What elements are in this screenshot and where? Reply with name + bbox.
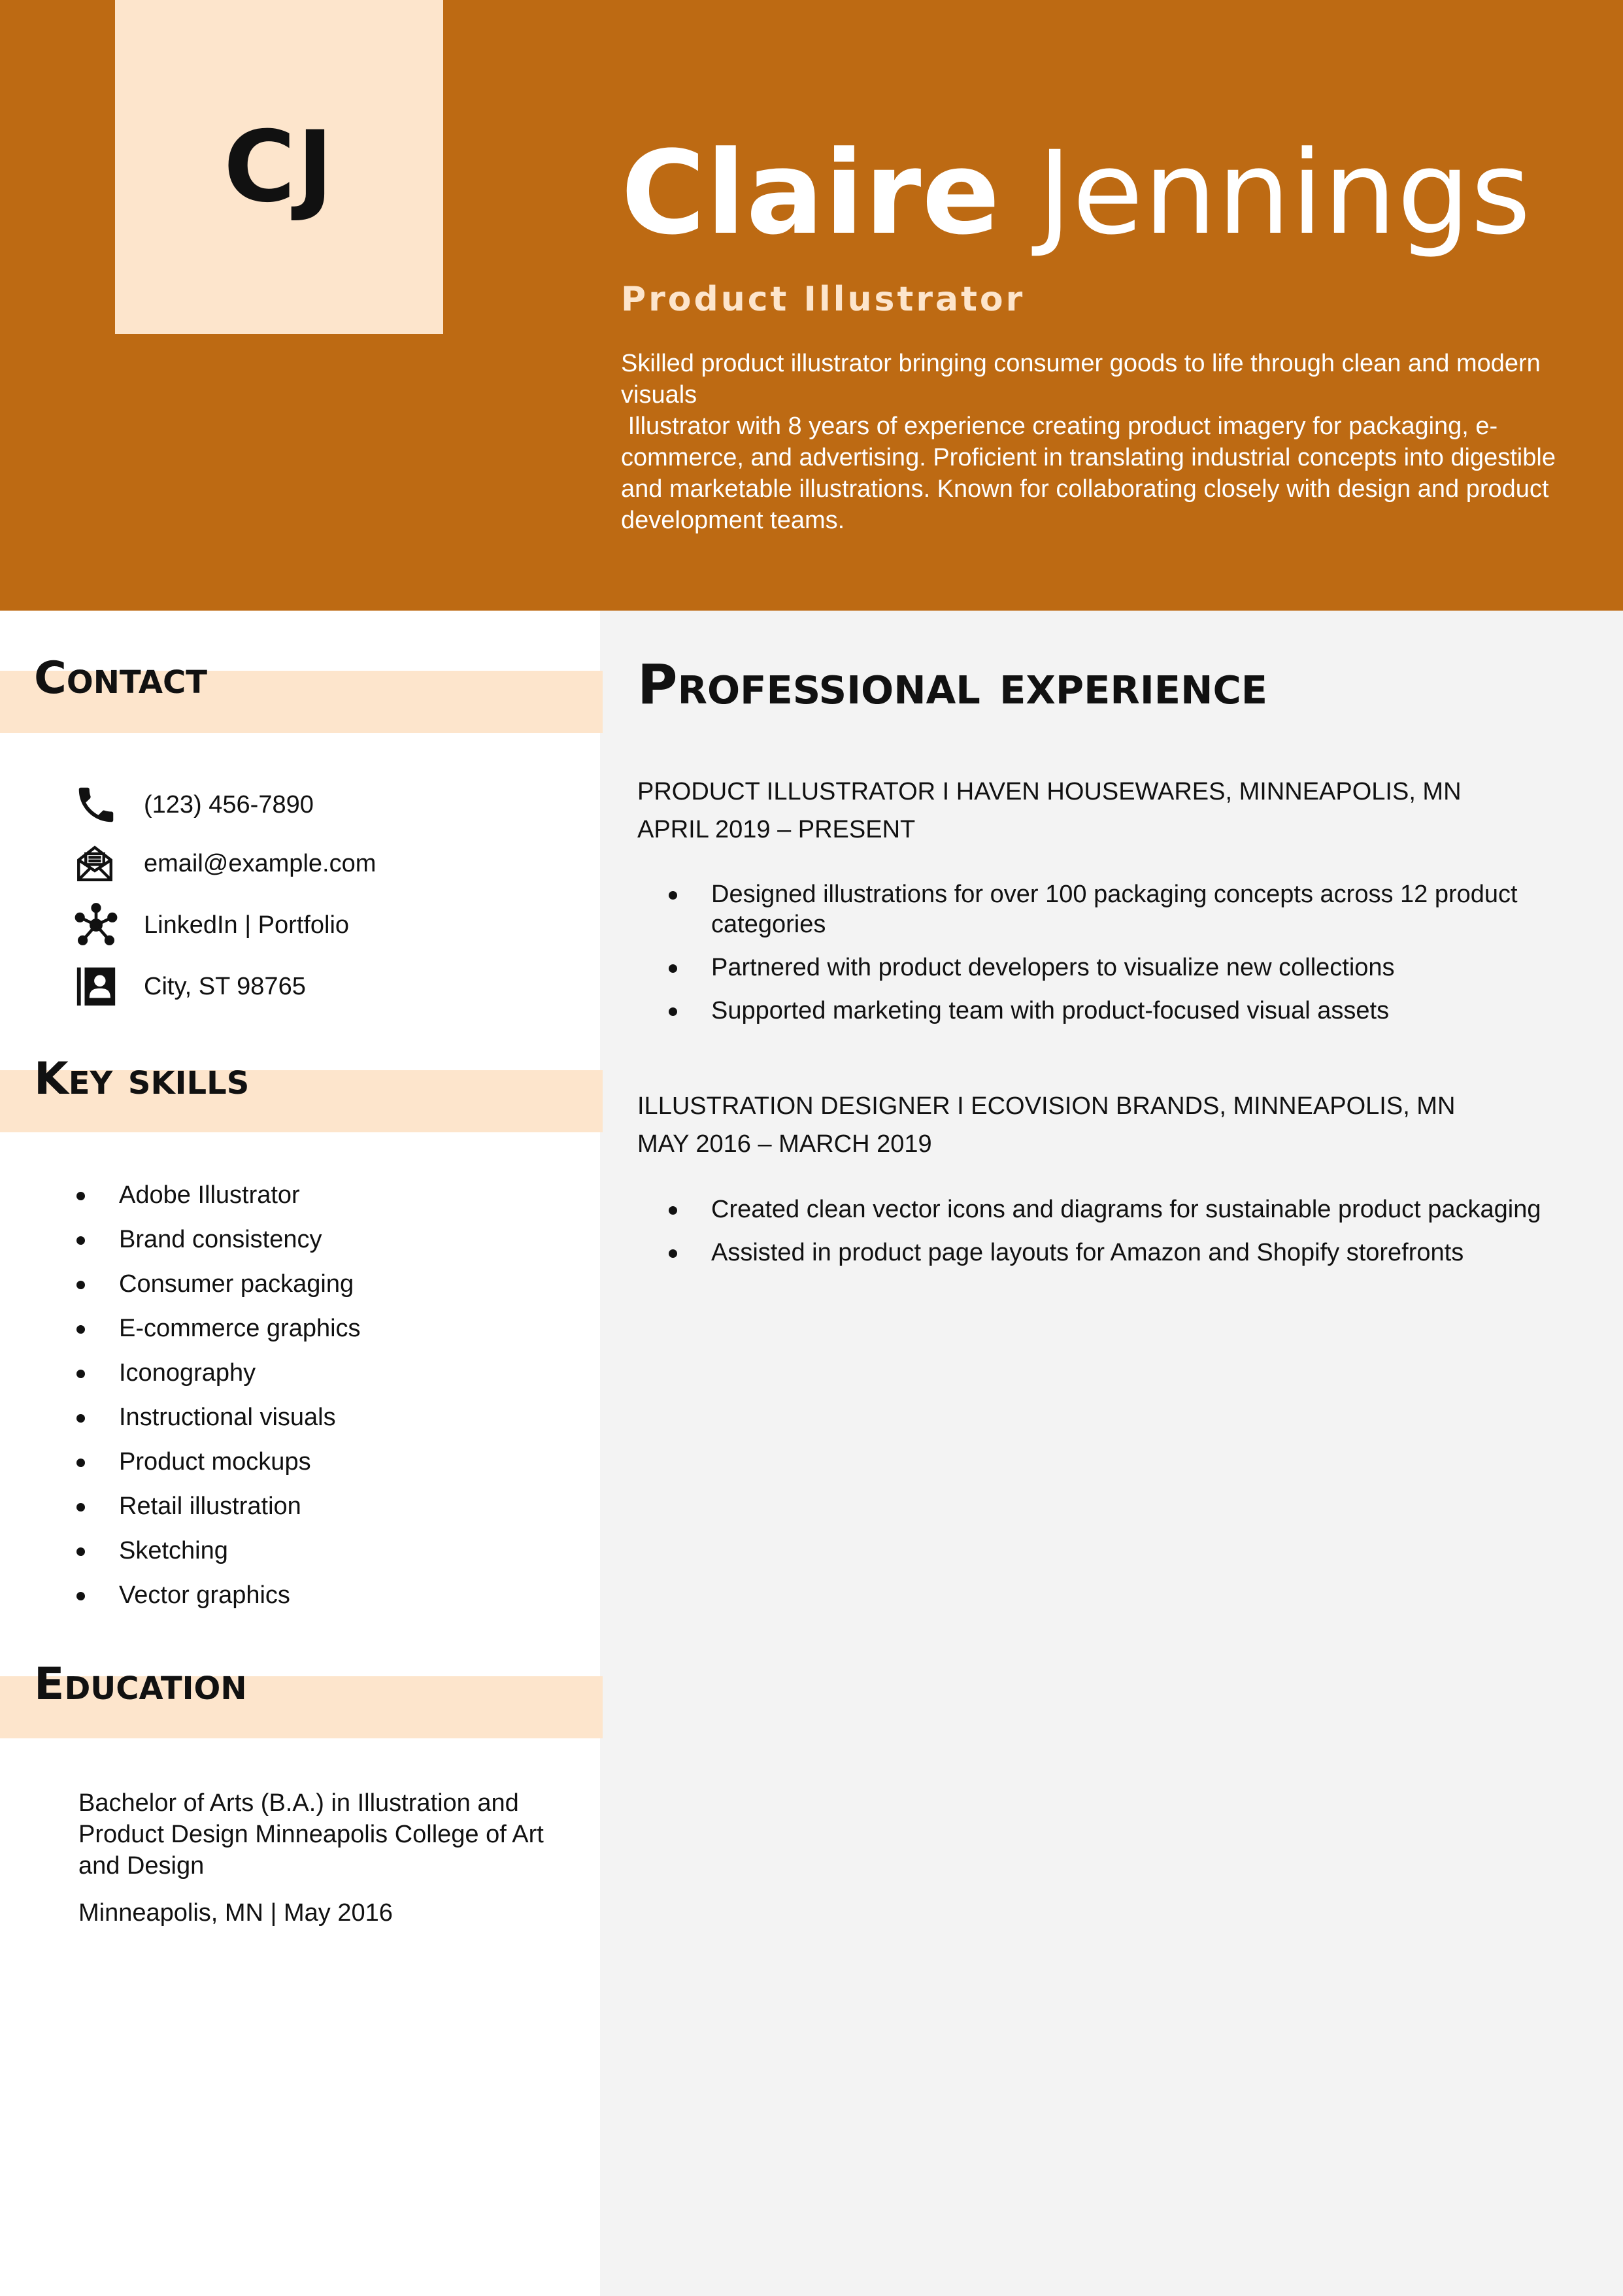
mail-icon — [73, 841, 124, 886]
list-item: Consumer packaging — [119, 1269, 361, 1313]
monogram: CJ — [224, 110, 335, 224]
job-2-role: ILLUSTRATION DESIGNER I ECOVISION BRANDS, MINNEAPOLIS, MN — [637, 1092, 1456, 1120]
contact-address-text: City, ST 98765 — [144, 972, 306, 1000]
list-item: Partnered with product developers to visualize new collections — [711, 953, 1581, 983]
list-item: Created clean vector icons and diagrams for sustainable product packaging — [711, 1194, 1581, 1224]
list-item: Sketching — [119, 1536, 361, 1580]
experience-panel — [600, 611, 1623, 2296]
network-icon — [73, 902, 124, 948]
monogram-box — [115, 0, 443, 334]
job-1-header — [637, 773, 1462, 849]
job-2-bullets — [711, 1194, 1581, 1281]
education-degree: Bachelor of Arts (B.A.) in Illustration and Product Design Minneapolis College of Art and Design — [78, 1789, 544, 1880]
last-name: Jennings — [1037, 126, 1531, 260]
education-location: Minneapolis, MN | May 2016 — [78, 1899, 393, 1927]
contact-heading: Contact — [34, 652, 208, 704]
header-banner — [0, 0, 1623, 611]
list-item: Designed illustrations for over 100 packaging concepts across 12 product categories — [711, 879, 1581, 939]
job-2-header — [637, 1087, 1455, 1163]
education-heading: Education — [34, 1659, 247, 1710]
summary-tagline: Skilled product illustrator bringing consumer goods to life through clean and modern visuals — [621, 350, 1541, 409]
list-item: Retail illustration — [119, 1491, 361, 1536]
contact-phone — [73, 782, 314, 828]
job-1-role: PRODUCT ILLUSTRATOR I HAVEN HOUSEWARES, MINNEAPOLIS, MN — [637, 778, 1462, 805]
candidate-name — [621, 126, 1531, 260]
list-item: Product mockups — [119, 1447, 361, 1491]
list-item: Brand consistency — [119, 1224, 361, 1269]
list-item: Adobe Illustrator — [119, 1180, 361, 1224]
contact-address — [73, 964, 306, 1009]
skills-heading: Key skills — [34, 1053, 250, 1105]
job-1-bullets — [711, 879, 1581, 1039]
list-item: E-commerce graphics — [119, 1313, 361, 1358]
list-item: Instructional visuals — [119, 1402, 361, 1447]
summary — [621, 348, 1582, 536]
skills-list — [119, 1180, 361, 1625]
list-item: Supported marketing team with product-focused visual assets — [711, 996, 1581, 1026]
list-item: Assisted in product page layouts for Amazon and Shopify storefronts — [711, 1238, 1581, 1268]
first-name: Claire — [621, 126, 1001, 260]
address-book-icon — [73, 964, 124, 1009]
job-1-dates: APRIL 2019 – PRESENT — [637, 816, 916, 843]
contact-links-text: LinkedIn | Portfolio — [144, 911, 350, 939]
job-title: Product Illustrator — [621, 280, 1026, 319]
list-item: Iconography — [119, 1358, 361, 1402]
phone-icon — [73, 782, 124, 828]
contact-links[interactable] — [73, 902, 349, 948]
summary-body: Illustrator with 8 years of experience creating product imagery for packaging, e-commerce, and advertising. Proficient in translating industrial concepts into digestible and marketable illustrations. Known for collaborating closely with design and product development teams. — [621, 413, 1556, 534]
contact-email-text: email@example.com — [144, 849, 376, 877]
contact-email[interactable] — [73, 841, 376, 886]
job-2-dates: MAY 2016 – MARCH 2019 — [637, 1130, 932, 1158]
list-item: Vector graphics — [119, 1580, 361, 1625]
contact-phone-text: (123) 456-7890 — [144, 790, 314, 819]
experience-heading: Professional experience — [637, 652, 1268, 717]
